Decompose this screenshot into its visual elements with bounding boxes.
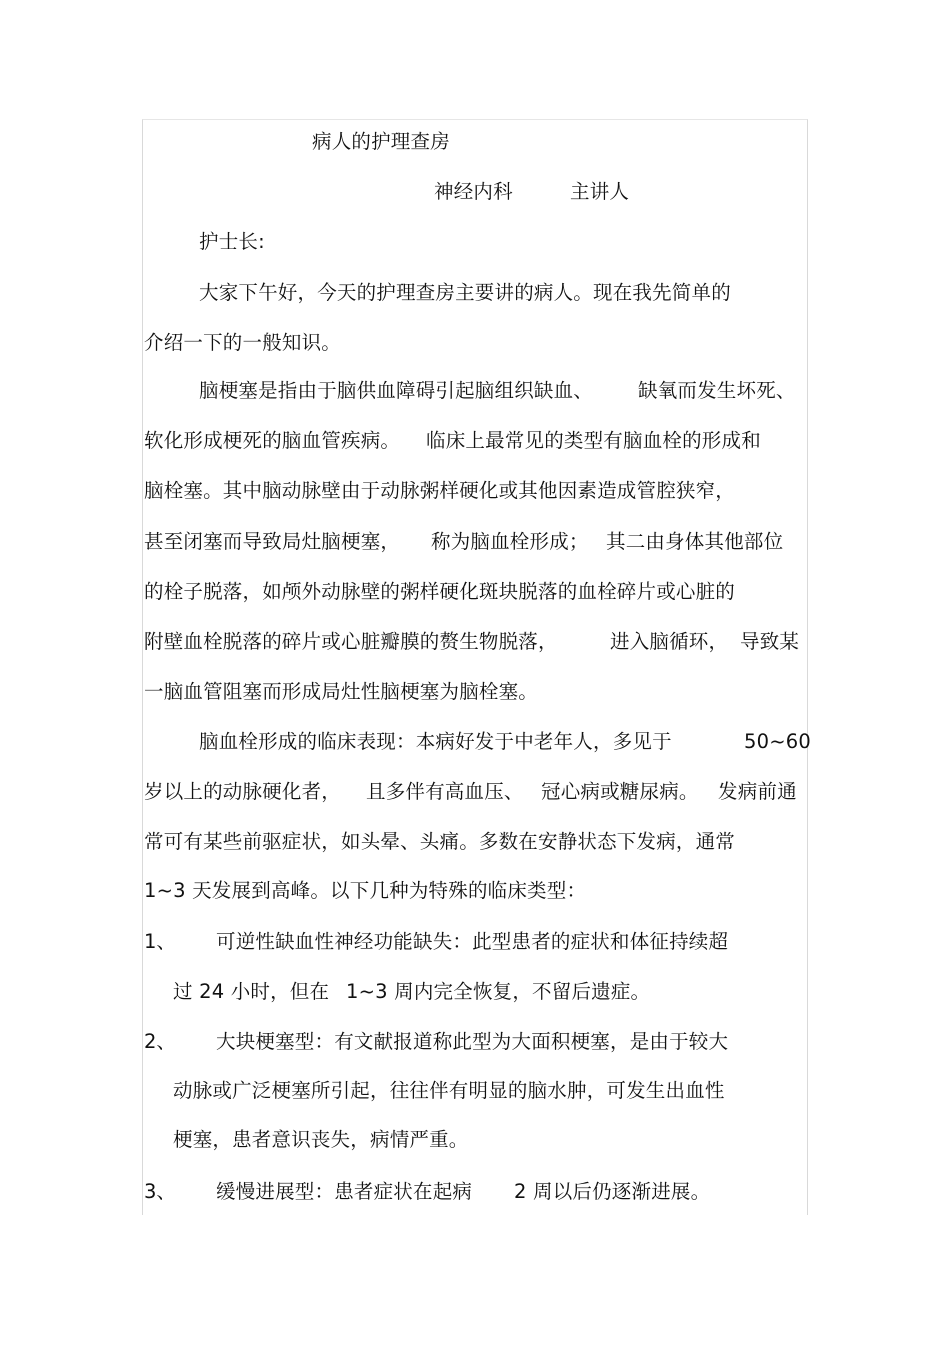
definition-line-2b: 临床上最常见的类型有脑血栓的形成和	[426, 429, 761, 452]
type-1-line-2b: 1~3 周内完全恢复，不留后遗症。	[346, 980, 651, 1003]
clinical-line-1b: 50~60	[744, 730, 811, 753]
definition-line-4c: 其二由身体其他部位	[606, 530, 784, 553]
intro-line-2: 介绍一下的一般知识。	[144, 331, 342, 354]
definition-line-6a: 附壁血栓脱落的碎片或心脏瓣膜的赘生物脱落，	[144, 630, 558, 653]
type-3-number: 3、	[144, 1180, 176, 1203]
definition-line-4a: 甚至闭塞而导致局灶脑梗塞，	[144, 530, 401, 553]
type-1-line-1: 可逆性缺血性神经功能缺失：此型患者的症状和体征持续超	[216, 930, 729, 953]
clinical-line-2b: 且多伴有高血压、	[366, 780, 524, 803]
definition-line-7: 一脑血管阻塞而形成局灶性脑梗塞为脑栓塞。	[144, 680, 539, 703]
clinical-line-1a: 脑血栓形成的临床表现：本病好发于中老年人，多见于	[199, 730, 672, 753]
type-1-line-2a: 过 24 小时，但在	[173, 980, 330, 1003]
speaker-label: 主讲人	[570, 180, 630, 203]
intro-line-1: 大家下午好，今天的护理查房主要讲的病人。现在我先简单的	[199, 281, 731, 304]
definition-line-3: 脑栓塞。其中脑动脉壁由于动脉粥样硬化或其他因素造成管腔狭窄，	[144, 479, 736, 502]
type-2-line-1: 大块梗塞型：有文献报道称此型为大面积梗塞，是由于较大	[216, 1030, 729, 1053]
document-title: 病人的护理查房	[312, 130, 450, 153]
definition-line-1a: 脑梗塞是指由于脑供血障碍引起脑组织缺血、	[199, 379, 594, 402]
clinical-line-4: 1~3 天发展到高峰。以下几种为特殊的临床类型：	[144, 879, 587, 902]
head-nurse-label: 护士长:	[199, 230, 265, 253]
definition-line-6b: 进入脑循环，	[610, 630, 729, 653]
type-2-line-3: 梗塞，患者意识丧失，病情严重。	[173, 1128, 469, 1151]
clinical-line-3: 常可有某些前驱症状，如头晕、头痛。多数在安静状态下发病，通常	[144, 830, 736, 853]
definition-line-5: 的栓子脱落，如颅外动脉壁的粥样硬化斑块脱落的血栓碎片或心脏的	[144, 580, 736, 603]
clinical-line-2a: 岁以上的动脉硬化者，	[144, 780, 342, 803]
type-3-line-1b: 2 周以后仍逐渐进展。	[514, 1180, 711, 1203]
type-1-number: 1、	[144, 930, 176, 953]
definition-line-2a: 软化形成梗死的脑血管疾病。	[144, 429, 401, 452]
clinical-line-2d: 发病前通	[718, 780, 797, 803]
type-3-line-1a: 缓慢进展型：患者症状在起病	[216, 1180, 473, 1203]
clinical-line-2c: 冠心病或糖尿病。	[541, 780, 699, 803]
definition-line-4b: 称为脑血栓形成；	[431, 530, 589, 553]
department-label: 神经内科	[434, 180, 513, 203]
definition-line-6c: 导致某	[740, 630, 800, 653]
type-2-line-2: 动脉或广泛梗塞所引起，往往伴有明显的脑水肿，可发生出血性	[173, 1079, 725, 1102]
type-2-number: 2、	[144, 1030, 176, 1053]
definition-line-1b: 缺氧而发生坏死、	[638, 379, 796, 402]
